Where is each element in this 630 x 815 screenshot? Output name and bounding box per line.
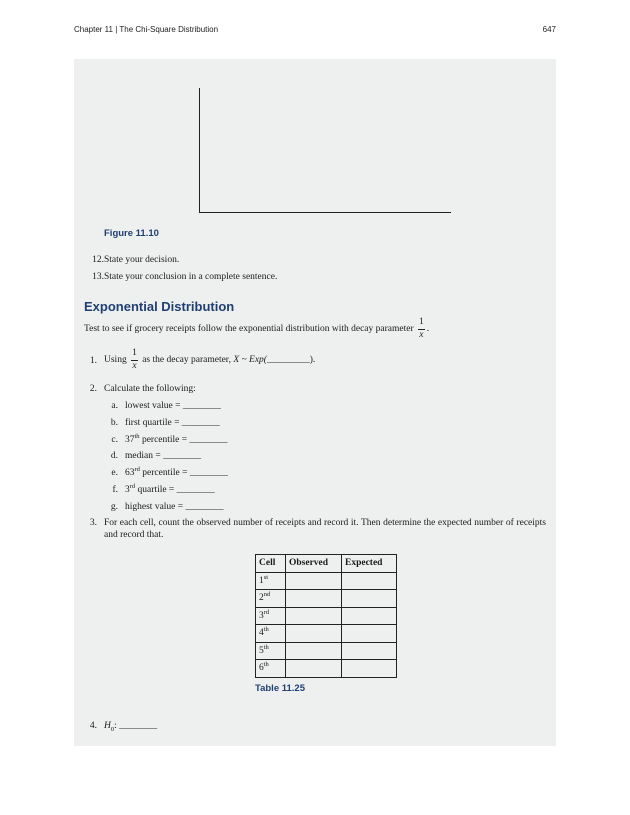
graph-y-axis (199, 88, 200, 213)
table-body (256, 572, 397, 677)
question-text: State your decision. (104, 255, 180, 265)
cell-ordinal: th (263, 661, 269, 669)
cell-label (256, 642, 286, 660)
cell-number: 3 (259, 610, 264, 621)
question-text: State your conclusion in a complete sentence. (104, 272, 278, 282)
table-header-cell: Cell (256, 555, 286, 573)
cell-ordinal: st (263, 573, 269, 581)
table-header-row (256, 555, 397, 573)
q1-fraction (131, 349, 138, 371)
expected-cell[interactable] (342, 572, 397, 590)
table-caption: Table 11.25 (255, 683, 305, 694)
cell-label (256, 590, 286, 608)
subitem-rest: quartile = ________ (135, 485, 215, 495)
subitem-main: first quartile = ________ (125, 417, 220, 428)
cell-ordinal: rd (263, 608, 270, 616)
question-4 (104, 720, 157, 736)
table-header-observed: Observed (286, 555, 342, 573)
question-number: 12. (92, 255, 104, 265)
hypothesis-symbol: H (104, 721, 111, 731)
table-row (256, 607, 397, 625)
table-row (256, 660, 397, 678)
expected-cell[interactable] (342, 625, 397, 643)
fraction-numerator: 1 (418, 318, 425, 330)
running-header-chapter: Chapter 11 | The Chi-Square Distribution (74, 25, 219, 34)
subitem-letter: g. (110, 501, 118, 512)
subitem-letter: e. (111, 468, 118, 479)
ordinal-suffix: rd (129, 482, 136, 490)
subitem-main: 63 (125, 468, 135, 479)
cell-ordinal: nd (263, 591, 271, 599)
question-2-text: Calculate the following: (104, 384, 196, 394)
cell-ordinal: th (263, 643, 269, 651)
intro-period: . (426, 324, 430, 335)
cell-label (256, 607, 286, 625)
ordinal-suffix: th (134, 432, 140, 440)
cell-label (256, 625, 286, 643)
observed-cell[interactable] (286, 660, 342, 678)
subitem-main: median = ________ (125, 451, 202, 462)
intro-text: Test to see if grocery receipts follow the exponential distribution with decay parameter (84, 324, 414, 335)
question-number: 1. (89, 356, 97, 366)
observed-cell[interactable] (286, 590, 342, 608)
subitem-text (125, 400, 221, 412)
subitem-text (125, 450, 201, 462)
cell-number: 5 (259, 645, 264, 656)
subitem-text (125, 467, 228, 479)
page-number: 647 (542, 25, 556, 34)
cell-number: 1 (259, 575, 264, 586)
section-title: Exponential Distribution (84, 299, 235, 314)
observed-cell[interactable] (286, 572, 342, 590)
observed-cell[interactable] (286, 607, 342, 625)
graph-x-axis (199, 212, 451, 213)
observed-expected-table (255, 554, 397, 678)
cell-number: 6 (259, 663, 264, 674)
ordinal-suffix: rd (134, 466, 140, 474)
subitem-text (125, 484, 215, 496)
subitem-letter: c. (111, 434, 118, 445)
subitem-letter: b. (110, 417, 118, 428)
hypothesis-subscript: 0 (110, 725, 115, 733)
expected-cell[interactable] (342, 607, 397, 625)
cell-label (256, 572, 286, 590)
q1-text-before: Using (104, 355, 127, 366)
subitem-text (125, 417, 220, 429)
q1-blank[interactable]: _________ (266, 355, 310, 366)
subitem-rest: percentile = ________ (139, 468, 228, 479)
subitem-text (125, 434, 228, 446)
cell-label (256, 660, 286, 678)
cell-number: 4 (259, 628, 264, 639)
decay-fraction (418, 318, 425, 340)
expected-cell[interactable] (342, 590, 397, 608)
subitem-main: 3 (125, 485, 130, 495)
q1-expression: X ~ Exp( (233, 355, 267, 366)
cell-ordinal: th (263, 626, 269, 634)
figure-caption: Figure 11.10 (104, 228, 159, 239)
question-number: 4. (89, 721, 97, 731)
subitem-rest: percentile = ________ (139, 434, 228, 445)
table-row (256, 590, 397, 608)
question-number: 3. (89, 518, 97, 528)
q1-close: ). (309, 355, 316, 366)
question-3-text: For each cell, count the observed number of receipts and record it. Then determine the expected number of receipts and record that. (104, 518, 546, 540)
subitem-letter: a. (111, 401, 118, 411)
cell-number: 2 (259, 593, 264, 604)
observed-cell[interactable] (286, 625, 342, 643)
q1-text-after: as the decay parameter, (142, 355, 231, 366)
fraction-denominator: x (419, 329, 424, 340)
subitem-text (125, 501, 224, 513)
table-row (256, 572, 397, 590)
question-number: 2. (89, 384, 97, 394)
hypothesis-blank[interactable]: : ________ (114, 721, 158, 731)
subitem-letter: d. (110, 451, 118, 462)
table-header-expected: Expected (342, 555, 397, 573)
question-1 (104, 349, 315, 371)
subitem-main: highest value = ________ (125, 501, 224, 512)
table-row (256, 625, 397, 643)
subitem-letter: f. (112, 485, 118, 495)
question-number: 13. (92, 272, 104, 282)
section-intro (84, 318, 429, 340)
subitem-main: lowest value = ________ (125, 401, 221, 411)
subitem-main: 37 (125, 434, 135, 445)
expected-cell[interactable] (342, 642, 397, 660)
expected-cell[interactable] (342, 660, 397, 678)
fraction-denominator: x (132, 360, 137, 371)
fraction-numerator: 1 (131, 349, 138, 361)
table-row (256, 642, 397, 660)
observed-cell[interactable] (286, 642, 342, 660)
